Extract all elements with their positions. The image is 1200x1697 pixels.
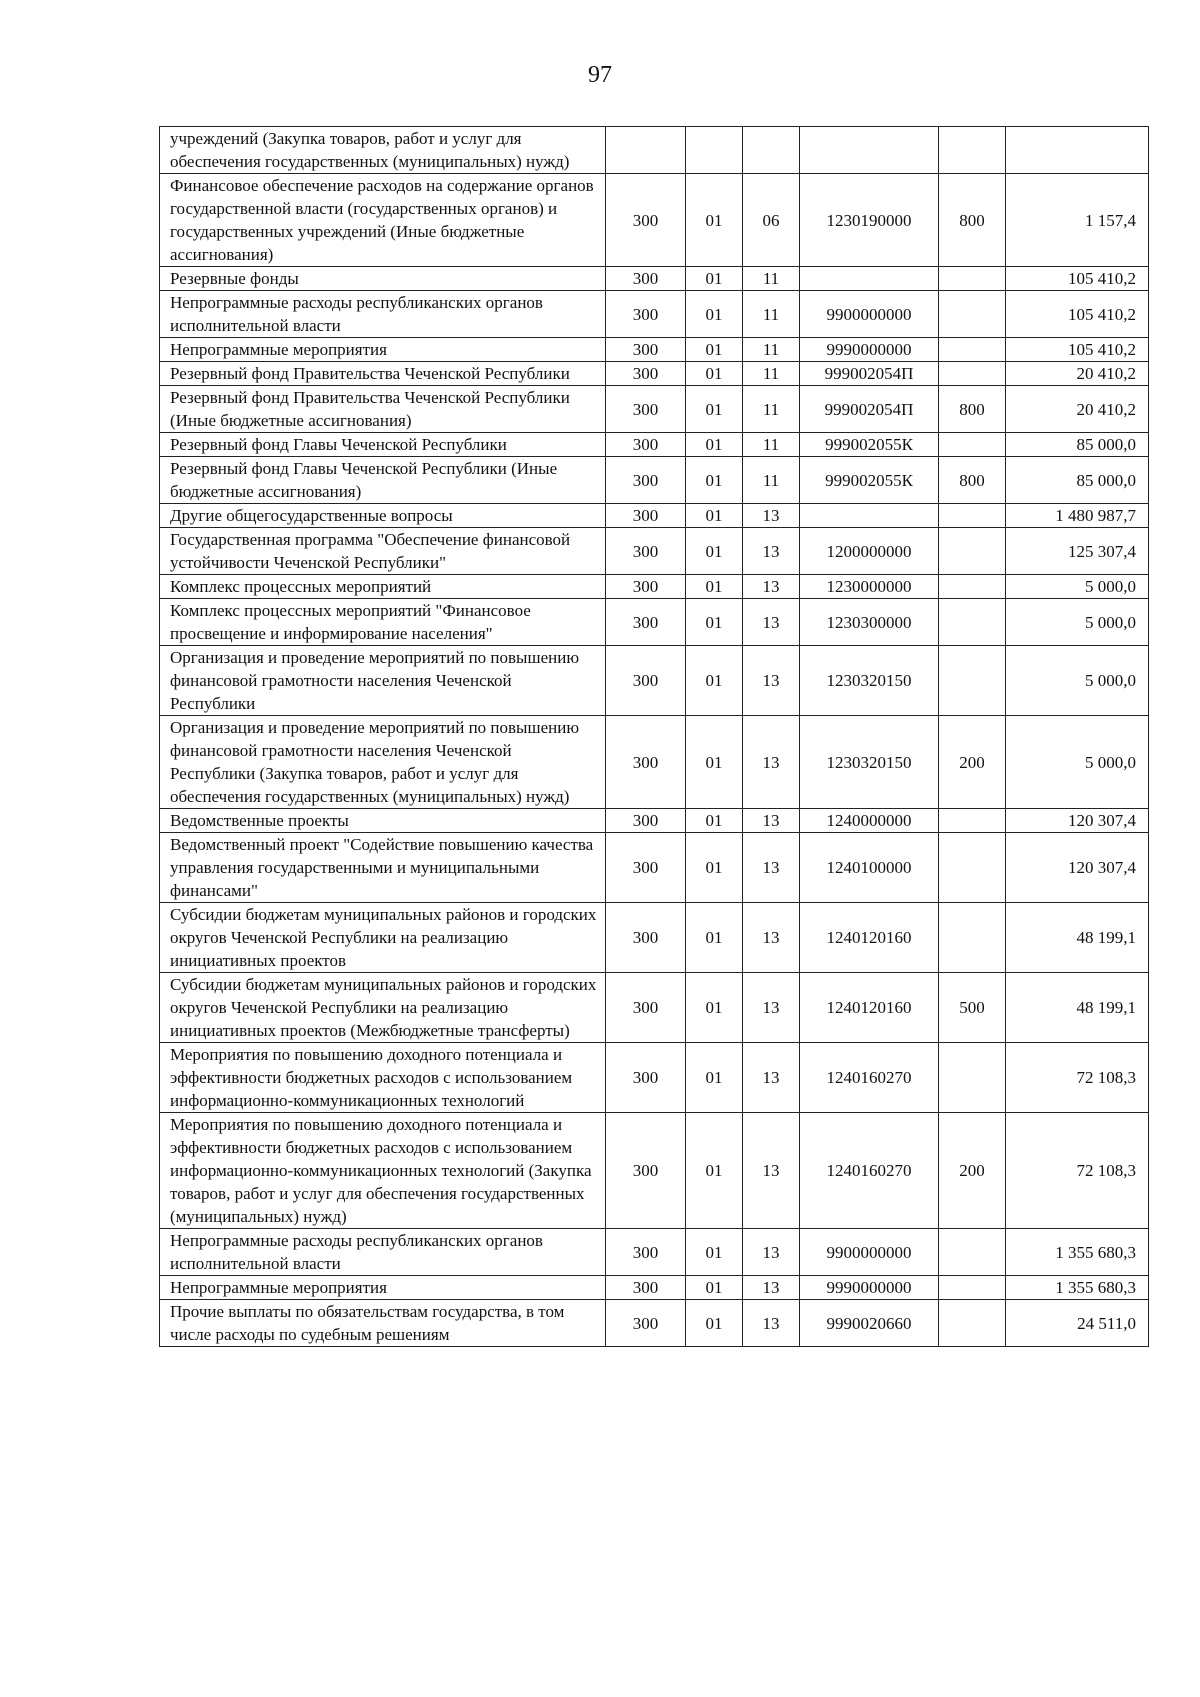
cell-pr: 13 bbox=[743, 809, 800, 833]
cell-vr bbox=[939, 1300, 1006, 1347]
cell-pr: 13 bbox=[743, 1300, 800, 1347]
cell-sum: 20 410,2 bbox=[1006, 386, 1149, 433]
table-row bbox=[160, 646, 1149, 716]
cell-csr bbox=[800, 267, 939, 291]
cell-vr bbox=[939, 575, 1006, 599]
cell-vr: 800 bbox=[939, 386, 1006, 433]
cell-sum: 105 410,2 bbox=[1006, 291, 1149, 338]
cell-rz: 01 bbox=[686, 903, 743, 973]
cell-pr: 13 bbox=[743, 1276, 800, 1300]
cell-pr: 13 bbox=[743, 528, 800, 575]
cell-rz: 01 bbox=[686, 1043, 743, 1113]
cell-name: Субсидии бюджетам муниципальных районов и городских округов Чеченской Республики на реализацию инициативных проектов bbox=[160, 903, 606, 973]
table-row bbox=[160, 599, 1149, 646]
cell-rz bbox=[686, 127, 743, 174]
cell-sum: 48 199,1 bbox=[1006, 903, 1149, 973]
cell-rz: 01 bbox=[686, 973, 743, 1043]
cell-rz: 01 bbox=[686, 646, 743, 716]
cell-vr: 800 bbox=[939, 457, 1006, 504]
cell-sum: 120 307,4 bbox=[1006, 833, 1149, 903]
cell-name: Непрограммные расходы республиканских органов исполнительной власти bbox=[160, 291, 606, 338]
cell-ved: 300 bbox=[606, 504, 686, 528]
cell-vr bbox=[939, 362, 1006, 386]
table-row bbox=[160, 1300, 1149, 1347]
cell-sum: 85 000,0 bbox=[1006, 457, 1149, 504]
cell-ved: 300 bbox=[606, 1276, 686, 1300]
cell-csr: 1230300000 bbox=[800, 599, 939, 646]
cell-rz: 01 bbox=[686, 809, 743, 833]
table-row bbox=[160, 504, 1149, 528]
cell-rz: 01 bbox=[686, 833, 743, 903]
cell-sum: 72 108,3 bbox=[1006, 1113, 1149, 1229]
cell-csr bbox=[800, 127, 939, 174]
cell-sum: 105 410,2 bbox=[1006, 338, 1149, 362]
cell-rz: 01 bbox=[686, 504, 743, 528]
cell-rz: 01 bbox=[686, 291, 743, 338]
table-row bbox=[160, 362, 1149, 386]
cell-vr bbox=[939, 433, 1006, 457]
cell-vr: 800 bbox=[939, 174, 1006, 267]
cell-vr bbox=[939, 646, 1006, 716]
cell-pr: 13 bbox=[743, 504, 800, 528]
cell-name: Резервный фонд Правительства Чеченской Республики bbox=[160, 362, 606, 386]
cell-ved: 300 bbox=[606, 646, 686, 716]
cell-rz: 01 bbox=[686, 457, 743, 504]
cell-sum: 5 000,0 bbox=[1006, 716, 1149, 809]
cell-name: учреждений (Закупка товаров, работ и услуг для обеспечения государственных (муниципальных) нужд) bbox=[160, 127, 606, 174]
cell-rz: 01 bbox=[686, 362, 743, 386]
cell-sum: 5 000,0 bbox=[1006, 646, 1149, 716]
table-row bbox=[160, 291, 1149, 338]
cell-vr bbox=[939, 127, 1006, 174]
cell-sum: 125 307,4 bbox=[1006, 528, 1149, 575]
cell-name: Государственная программа "Обеспечение финансовой устойчивости Чеченской Республики" bbox=[160, 528, 606, 575]
cell-rz: 01 bbox=[686, 174, 743, 267]
cell-name: Непрограммные расходы республиканских органов исполнительной власти bbox=[160, 1229, 606, 1276]
cell-sum: 85 000,0 bbox=[1006, 433, 1149, 457]
cell-sum: 105 410,2 bbox=[1006, 267, 1149, 291]
cell-name: Непрограммные мероприятия bbox=[160, 338, 606, 362]
cell-vr bbox=[939, 903, 1006, 973]
table-row bbox=[160, 809, 1149, 833]
table-row bbox=[160, 457, 1149, 504]
cell-rz: 01 bbox=[686, 575, 743, 599]
cell-ved: 300 bbox=[606, 1229, 686, 1276]
cell-pr: 13 bbox=[743, 716, 800, 809]
cell-name: Резервные фонды bbox=[160, 267, 606, 291]
cell-vr bbox=[939, 599, 1006, 646]
table-row bbox=[160, 833, 1149, 903]
cell-sum: 120 307,4 bbox=[1006, 809, 1149, 833]
cell-rz: 01 bbox=[686, 716, 743, 809]
table-row bbox=[160, 528, 1149, 575]
cell-pr: 11 bbox=[743, 267, 800, 291]
cell-rz: 01 bbox=[686, 267, 743, 291]
cell-name: Резервный фонд Главы Чеченской Республики bbox=[160, 433, 606, 457]
cell-csr: 1240120160 bbox=[800, 973, 939, 1043]
cell-pr: 11 bbox=[743, 362, 800, 386]
table-row bbox=[160, 1113, 1149, 1229]
cell-name: Мероприятия по повышению доходного потенциала и эффективности бюджетных расходов с использованием информационно-коммуникационных технологий (Закупка товаров, работ и услуг для обеспечения государственных (муниципальных) нужд) bbox=[160, 1113, 606, 1229]
cell-pr: 11 bbox=[743, 386, 800, 433]
cell-sum: 20 410,2 bbox=[1006, 362, 1149, 386]
cell-vr bbox=[939, 833, 1006, 903]
cell-ved: 300 bbox=[606, 457, 686, 504]
cell-ved: 300 bbox=[606, 174, 686, 267]
cell-csr: 1200000000 bbox=[800, 528, 939, 575]
cell-rz: 01 bbox=[686, 386, 743, 433]
cell-ved: 300 bbox=[606, 362, 686, 386]
cell-rz: 01 bbox=[686, 1300, 743, 1347]
cell-sum: 1 157,4 bbox=[1006, 174, 1149, 267]
cell-csr: 999002055К bbox=[800, 457, 939, 504]
cell-sum: 5 000,0 bbox=[1006, 575, 1149, 599]
cell-vr bbox=[939, 338, 1006, 362]
table-row bbox=[160, 338, 1149, 362]
cell-ved: 300 bbox=[606, 575, 686, 599]
cell-sum: 24 511,0 bbox=[1006, 1300, 1149, 1347]
page-number: 97 bbox=[588, 62, 612, 88]
table-row bbox=[160, 267, 1149, 291]
cell-name: Субсидии бюджетам муниципальных районов и городских округов Чеченской Республики на реализацию инициативных проектов (Межбюджетные трансферты) bbox=[160, 973, 606, 1043]
cell-csr: 1240000000 bbox=[800, 809, 939, 833]
table-row bbox=[160, 127, 1149, 174]
cell-vr bbox=[939, 1043, 1006, 1113]
cell-pr: 11 bbox=[743, 338, 800, 362]
cell-vr bbox=[939, 809, 1006, 833]
cell-csr: 1230190000 bbox=[800, 174, 939, 267]
cell-vr bbox=[939, 1276, 1006, 1300]
cell-name: Комплекс процессных мероприятий bbox=[160, 575, 606, 599]
cell-csr: 1230320150 bbox=[800, 716, 939, 809]
cell-rz: 01 bbox=[686, 528, 743, 575]
table-row bbox=[160, 973, 1149, 1043]
cell-pr: 13 bbox=[743, 833, 800, 903]
cell-ved: 300 bbox=[606, 528, 686, 575]
cell-rz: 01 bbox=[686, 1229, 743, 1276]
cell-pr: 13 bbox=[743, 1113, 800, 1229]
cell-name: Прочие выплаты по обязательствам государства, в том числе расходы по судебным решениям bbox=[160, 1300, 606, 1347]
table-row bbox=[160, 386, 1149, 433]
cell-ved: 300 bbox=[606, 1300, 686, 1347]
cell-name: Другие общегосударственные вопросы bbox=[160, 504, 606, 528]
table-row bbox=[160, 1043, 1149, 1113]
table-row bbox=[160, 575, 1149, 599]
table-body bbox=[160, 127, 1149, 1347]
cell-ved bbox=[606, 127, 686, 174]
cell-ved: 300 bbox=[606, 433, 686, 457]
cell-name: Комплекс процессных мероприятий "Финансовое просвещение и информирование населения" bbox=[160, 599, 606, 646]
cell-name: Организация и проведение мероприятий по повышению финансовой грамотности населения Чеченской Республики (Закупка товаров, работ и услуг для обеспечения государственных (муниципальных) нужд) bbox=[160, 716, 606, 809]
cell-rz: 01 bbox=[686, 433, 743, 457]
cell-name: Финансовое обеспечение расходов на содержание органов государственной власти (государственных органов) и государственных учреждений (Иные бюджетные ассигнования) bbox=[160, 174, 606, 267]
cell-csr: 1240160270 bbox=[800, 1043, 939, 1113]
cell-vr bbox=[939, 504, 1006, 528]
cell-sum: 1 355 680,3 bbox=[1006, 1229, 1149, 1276]
cell-ved: 300 bbox=[606, 386, 686, 433]
cell-ved: 300 bbox=[606, 1043, 686, 1113]
cell-name: Ведомственные проекты bbox=[160, 809, 606, 833]
cell-vr bbox=[939, 1229, 1006, 1276]
cell-csr: 999002054П bbox=[800, 386, 939, 433]
cell-rz: 01 bbox=[686, 338, 743, 362]
cell-ved: 300 bbox=[606, 291, 686, 338]
cell-pr: 13 bbox=[743, 973, 800, 1043]
cell-pr: 06 bbox=[743, 174, 800, 267]
cell-pr bbox=[743, 127, 800, 174]
cell-name: Организация и проведение мероприятий по повышению финансовой грамотности населения Чеченской Республики bbox=[160, 646, 606, 716]
cell-csr: 1240100000 bbox=[800, 833, 939, 903]
table-row bbox=[160, 716, 1149, 809]
cell-sum: 1 480 987,7 bbox=[1006, 504, 1149, 528]
cell-pr: 11 bbox=[743, 433, 800, 457]
cell-ved: 300 bbox=[606, 267, 686, 291]
cell-vr bbox=[939, 528, 1006, 575]
cell-pr: 11 bbox=[743, 291, 800, 338]
cell-vr: 200 bbox=[939, 716, 1006, 809]
cell-sum bbox=[1006, 127, 1149, 174]
cell-csr: 9900000000 bbox=[800, 291, 939, 338]
cell-pr: 11 bbox=[743, 457, 800, 504]
table-row bbox=[160, 433, 1149, 457]
cell-ved: 300 bbox=[606, 716, 686, 809]
cell-rz: 01 bbox=[686, 1113, 743, 1229]
cell-vr: 200 bbox=[939, 1113, 1006, 1229]
cell-csr: 9990000000 bbox=[800, 1276, 939, 1300]
cell-pr: 13 bbox=[743, 1043, 800, 1113]
cell-vr bbox=[939, 267, 1006, 291]
cell-csr: 9990020660 bbox=[800, 1300, 939, 1347]
budget-table bbox=[159, 126, 1149, 1347]
cell-csr: 9990000000 bbox=[800, 338, 939, 362]
cell-vr bbox=[939, 291, 1006, 338]
cell-pr: 13 bbox=[743, 599, 800, 646]
cell-name: Непрограммные мероприятия bbox=[160, 1276, 606, 1300]
cell-pr: 13 bbox=[743, 903, 800, 973]
cell-csr: 9900000000 bbox=[800, 1229, 939, 1276]
cell-sum: 72 108,3 bbox=[1006, 1043, 1149, 1113]
cell-sum: 1 355 680,3 bbox=[1006, 1276, 1149, 1300]
cell-pr: 13 bbox=[743, 575, 800, 599]
cell-sum: 48 199,1 bbox=[1006, 973, 1149, 1043]
table-row bbox=[160, 1276, 1149, 1300]
cell-name: Мероприятия по повышению доходного потенциала и эффективности бюджетных расходов с использованием информационно-коммуникационных технологий bbox=[160, 1043, 606, 1113]
cell-ved: 300 bbox=[606, 973, 686, 1043]
cell-name: Резервный фонд Правительства Чеченской Республики (Иные бюджетные ассигнования) bbox=[160, 386, 606, 433]
cell-name: Резервный фонд Главы Чеченской Республики (Иные бюджетные ассигнования) bbox=[160, 457, 606, 504]
cell-ved: 300 bbox=[606, 1113, 686, 1229]
cell-sum: 5 000,0 bbox=[1006, 599, 1149, 646]
cell-csr: 1240160270 bbox=[800, 1113, 939, 1229]
cell-pr: 13 bbox=[743, 646, 800, 716]
table-row bbox=[160, 1229, 1149, 1276]
cell-ved: 300 bbox=[606, 903, 686, 973]
cell-csr: 999002054П bbox=[800, 362, 939, 386]
cell-ved: 300 bbox=[606, 833, 686, 903]
cell-rz: 01 bbox=[686, 599, 743, 646]
cell-csr: 1240120160 bbox=[800, 903, 939, 973]
cell-pr: 13 bbox=[743, 1229, 800, 1276]
cell-name: Ведомственный проект "Содействие повышению качества управления государственными и муниципальными финансами" bbox=[160, 833, 606, 903]
cell-ved: 300 bbox=[606, 809, 686, 833]
table-row bbox=[160, 903, 1149, 973]
cell-csr bbox=[800, 504, 939, 528]
cell-rz: 01 bbox=[686, 1276, 743, 1300]
cell-vr: 500 bbox=[939, 973, 1006, 1043]
cell-csr: 1230320150 bbox=[800, 646, 939, 716]
cell-csr: 1230000000 bbox=[800, 575, 939, 599]
cell-ved: 300 bbox=[606, 338, 686, 362]
table-row bbox=[160, 174, 1149, 267]
cell-csr: 999002055К bbox=[800, 433, 939, 457]
cell-ved: 300 bbox=[606, 599, 686, 646]
